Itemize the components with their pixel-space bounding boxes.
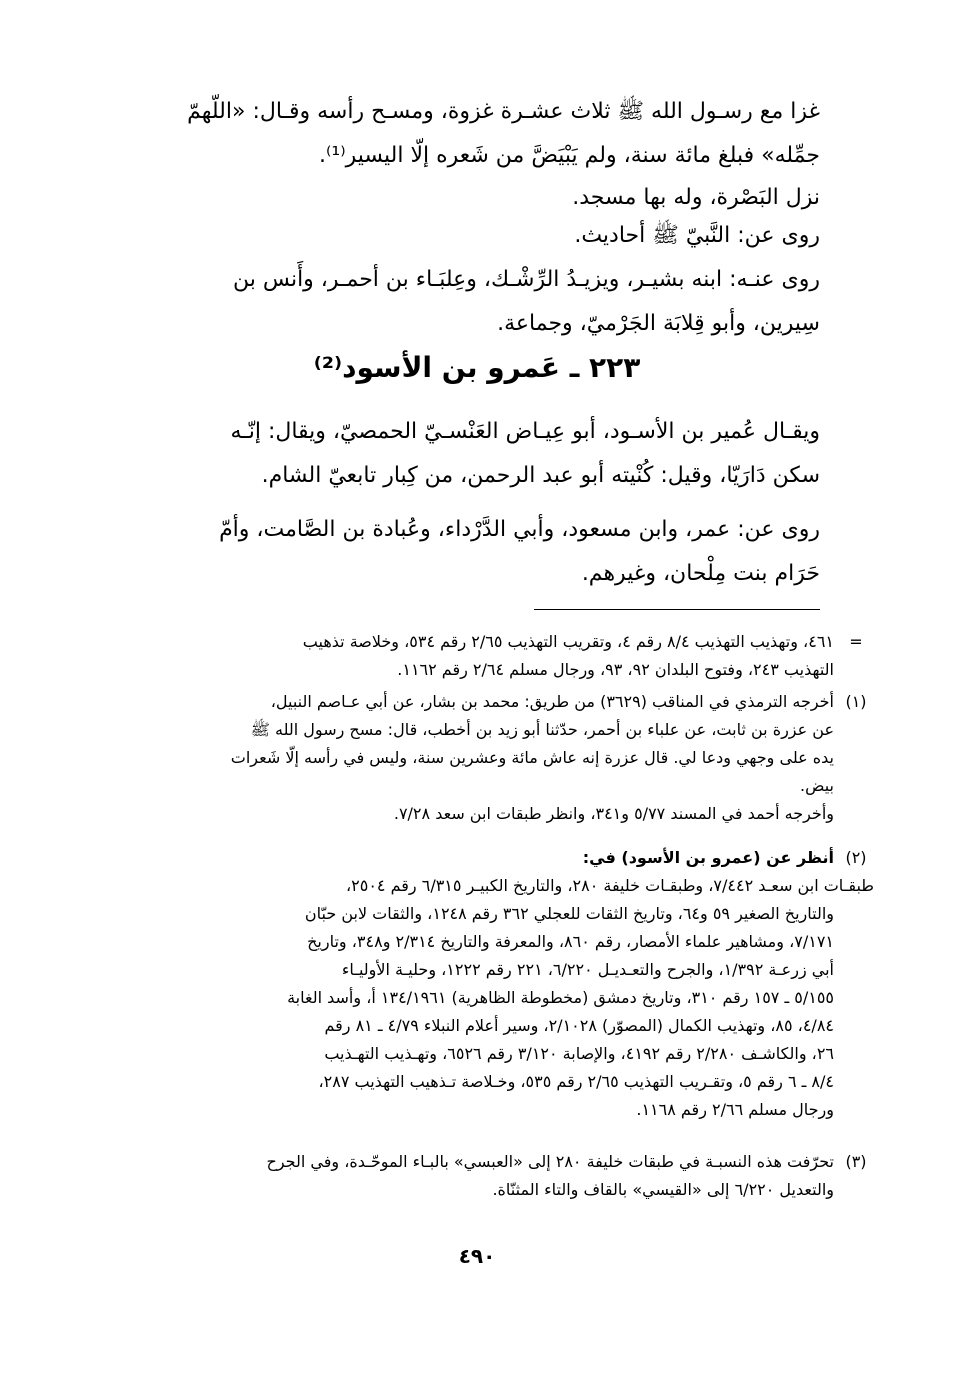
text-line: حَرَام بنت مِلْحان، وغيرهم. xyxy=(581,561,820,586)
footnote-line: والتعديل ٦/٢٢٠ إلى «القيسي» بالقاف والتاء المثنّاة. xyxy=(492,1180,834,1199)
text-line: روى عن: النَّبيّ ﷺ أحاديث. xyxy=(574,223,820,248)
footnote-line: ورجال مسلم ٢/٦٦ رقم ١١٦٨. xyxy=(636,1100,834,1119)
footnote-separator xyxy=(534,609,820,610)
paragraph-narrators xyxy=(120,258,820,346)
entry-title: ٢٢٣ ـ عَمرو بن الأسود⁽²⁾ xyxy=(313,351,641,384)
footnote-line: أنظر عن (عمرو بن الأسود) في: xyxy=(582,848,834,867)
footnote-line: ٨/٤ ـ ٦ رقم ٥، وتقـريب التهذيب ٢/٦٥ رقم ٥٣٥، وخـلاصة تـذهيب التهذيب ٢٨٧، xyxy=(318,1072,834,1091)
footnote-1 xyxy=(128,688,867,828)
footnote-line: طبقـات ابن سعـد ٧/٤٤٢، وطبقـات خليفة ٢٨٠، والتاريخ الكبيـر ٦/٣١٥ رقم ٢٥٠٤، xyxy=(345,876,874,895)
footnote-line: ٤٦١، وتهذيب التهذيب ٨/٤ رقم ٤، وتقريب التهذيب ٢/٦٥ رقم ٥٣٤، وخلاصة تذهيب xyxy=(302,632,834,651)
footnote-mark: = xyxy=(849,632,863,651)
text-line: سكن دَارَيّا، وقيل: كُنْيته أبو عبد الرحمن، من كِبار تابعيّ الشام. xyxy=(261,463,820,488)
footnote-2 xyxy=(128,844,874,1124)
footnote-line: تحرّفت هذه النسبـة في طبقات خليفة ٢٨٠ إلى «العبسي» بالبـاء الموحّـدة، وفي الجرح xyxy=(266,1152,834,1171)
footnote-line: ٧/١٧١، ومشاهير علماء الأمصار، رقم ٨٦٠، والمعرفة والتاريخ ٢/٣١٤ و٣٤٨، وتاريخ xyxy=(307,932,834,951)
text-line: ويقـال عُمير بن الأسـود، أبو عِيـاض العَنْسـيّ الحمصيّ، ويقال: إنّـه xyxy=(230,419,820,444)
text-line: جمِّله» فبلغ مائة سنة، ولم يَبْيَضَّ من شَعره إلّا اليسير⁽¹⁾. xyxy=(318,143,820,168)
footnote-line: أخرجه الترمذي في المناقب (٣٦٢٩) من طريق: محمد بن بشار، عن أبي عـاصم النبيل، xyxy=(270,692,834,711)
text-line: غزا مع رسـول الله ﷺ ثلاث عشـرة غزوة، ومسـح رأسه وقـال: «اللّهمّ xyxy=(187,99,820,124)
page-number: ٤٩٠ xyxy=(458,1244,496,1268)
footnote-line: والتاريخ الصغير ٥٩ و٦٤، وتاريخ الثقات للعجلي ٣٦٢ رقم ١٢٤٨، والثقات لابن حبّان xyxy=(304,904,834,923)
footnote-continuation xyxy=(128,628,863,684)
text-line: روى عنـه: ابنه بشيـر، ويزيـدُ الرِّشْـك، وعِلبَـاء بن أحمـر، وأَنس بن xyxy=(233,267,820,292)
footnote-3 xyxy=(128,1148,867,1204)
paragraph-entry-intro xyxy=(120,410,820,498)
footnote-mark: (٢) xyxy=(845,848,867,867)
paragraph-narrated-from xyxy=(120,214,820,258)
paragraph-biography-1 xyxy=(120,90,820,178)
footnote-line: أبي زرعـة ١/٣٩٢، والجرح والتعـديـل ٦/٢٢٠، ٢٢١ رقم ١٢٢٢، وحليـة الأوليـاء xyxy=(341,960,834,979)
footnote-line: وأخرجه أحمد في المسند ٥/٧٧ و٣٤١، وانظر طبقات ابن سعد ٧/٢٨. xyxy=(393,804,834,823)
footnote-mark: (٣) xyxy=(845,1152,867,1171)
text-line: نزل البَصْرة، وله بها مسجد. xyxy=(572,185,820,210)
footnote-line: ٤/٨٤، ٨٥، وتهذيب الكمال (المصوّر) ٢/١٠٢٨، وسير أعلام النبلاء ٤/٧٩ ـ ٨١ رقم xyxy=(324,1016,834,1035)
text-line: روى عن: عمر، وابن مسعود، وأبي الدَّرْداء، وعُبادة بن الصَّامت، وأمّ xyxy=(219,517,820,542)
paragraph-entry-narrated-from xyxy=(120,508,820,596)
footnote-line: ٥/١٥٥ ـ ١٥٧ رقم ٣١٠، وتاريخ دمشق (مخطوطة الظاهرية) ١٣٤/١٩٦١ أ، وأسد الغابة xyxy=(287,988,834,1007)
footnote-line: عن عزرة بن ثابت، عن علباء بن أحمر، حدّثنا أبو زيد بن أخطب، قال: مسح رسول الله ﷺ xyxy=(250,720,834,739)
text-line: سِيرين، وأبو قِلابَة الجَرْميّ، وجماعة. xyxy=(497,311,820,336)
footnote-line: يده على وجهي ودعا لي. قال عزرة إنه عاش مائة وعشرين سنة، وليس في رأسه إلّا شَعرات xyxy=(230,748,834,767)
footnote-mark: (١) xyxy=(845,692,867,711)
footnote-line: التهذيب ٢٤٣، وفتوح البلدان ٩٢، ٩٣، ورجال مسلم ٢/٦٤ رقم ١١٦٢. xyxy=(397,660,834,679)
footnote-line: ٢٦، والكاشـف ٢/٢٨٠ رقم ٤١٩٢، والإصابة ٣/١٢٠ رقم ٦٥٢٦، وتهـذيب التهـذيب xyxy=(324,1044,834,1063)
footnote-line: بيض. xyxy=(800,776,834,795)
